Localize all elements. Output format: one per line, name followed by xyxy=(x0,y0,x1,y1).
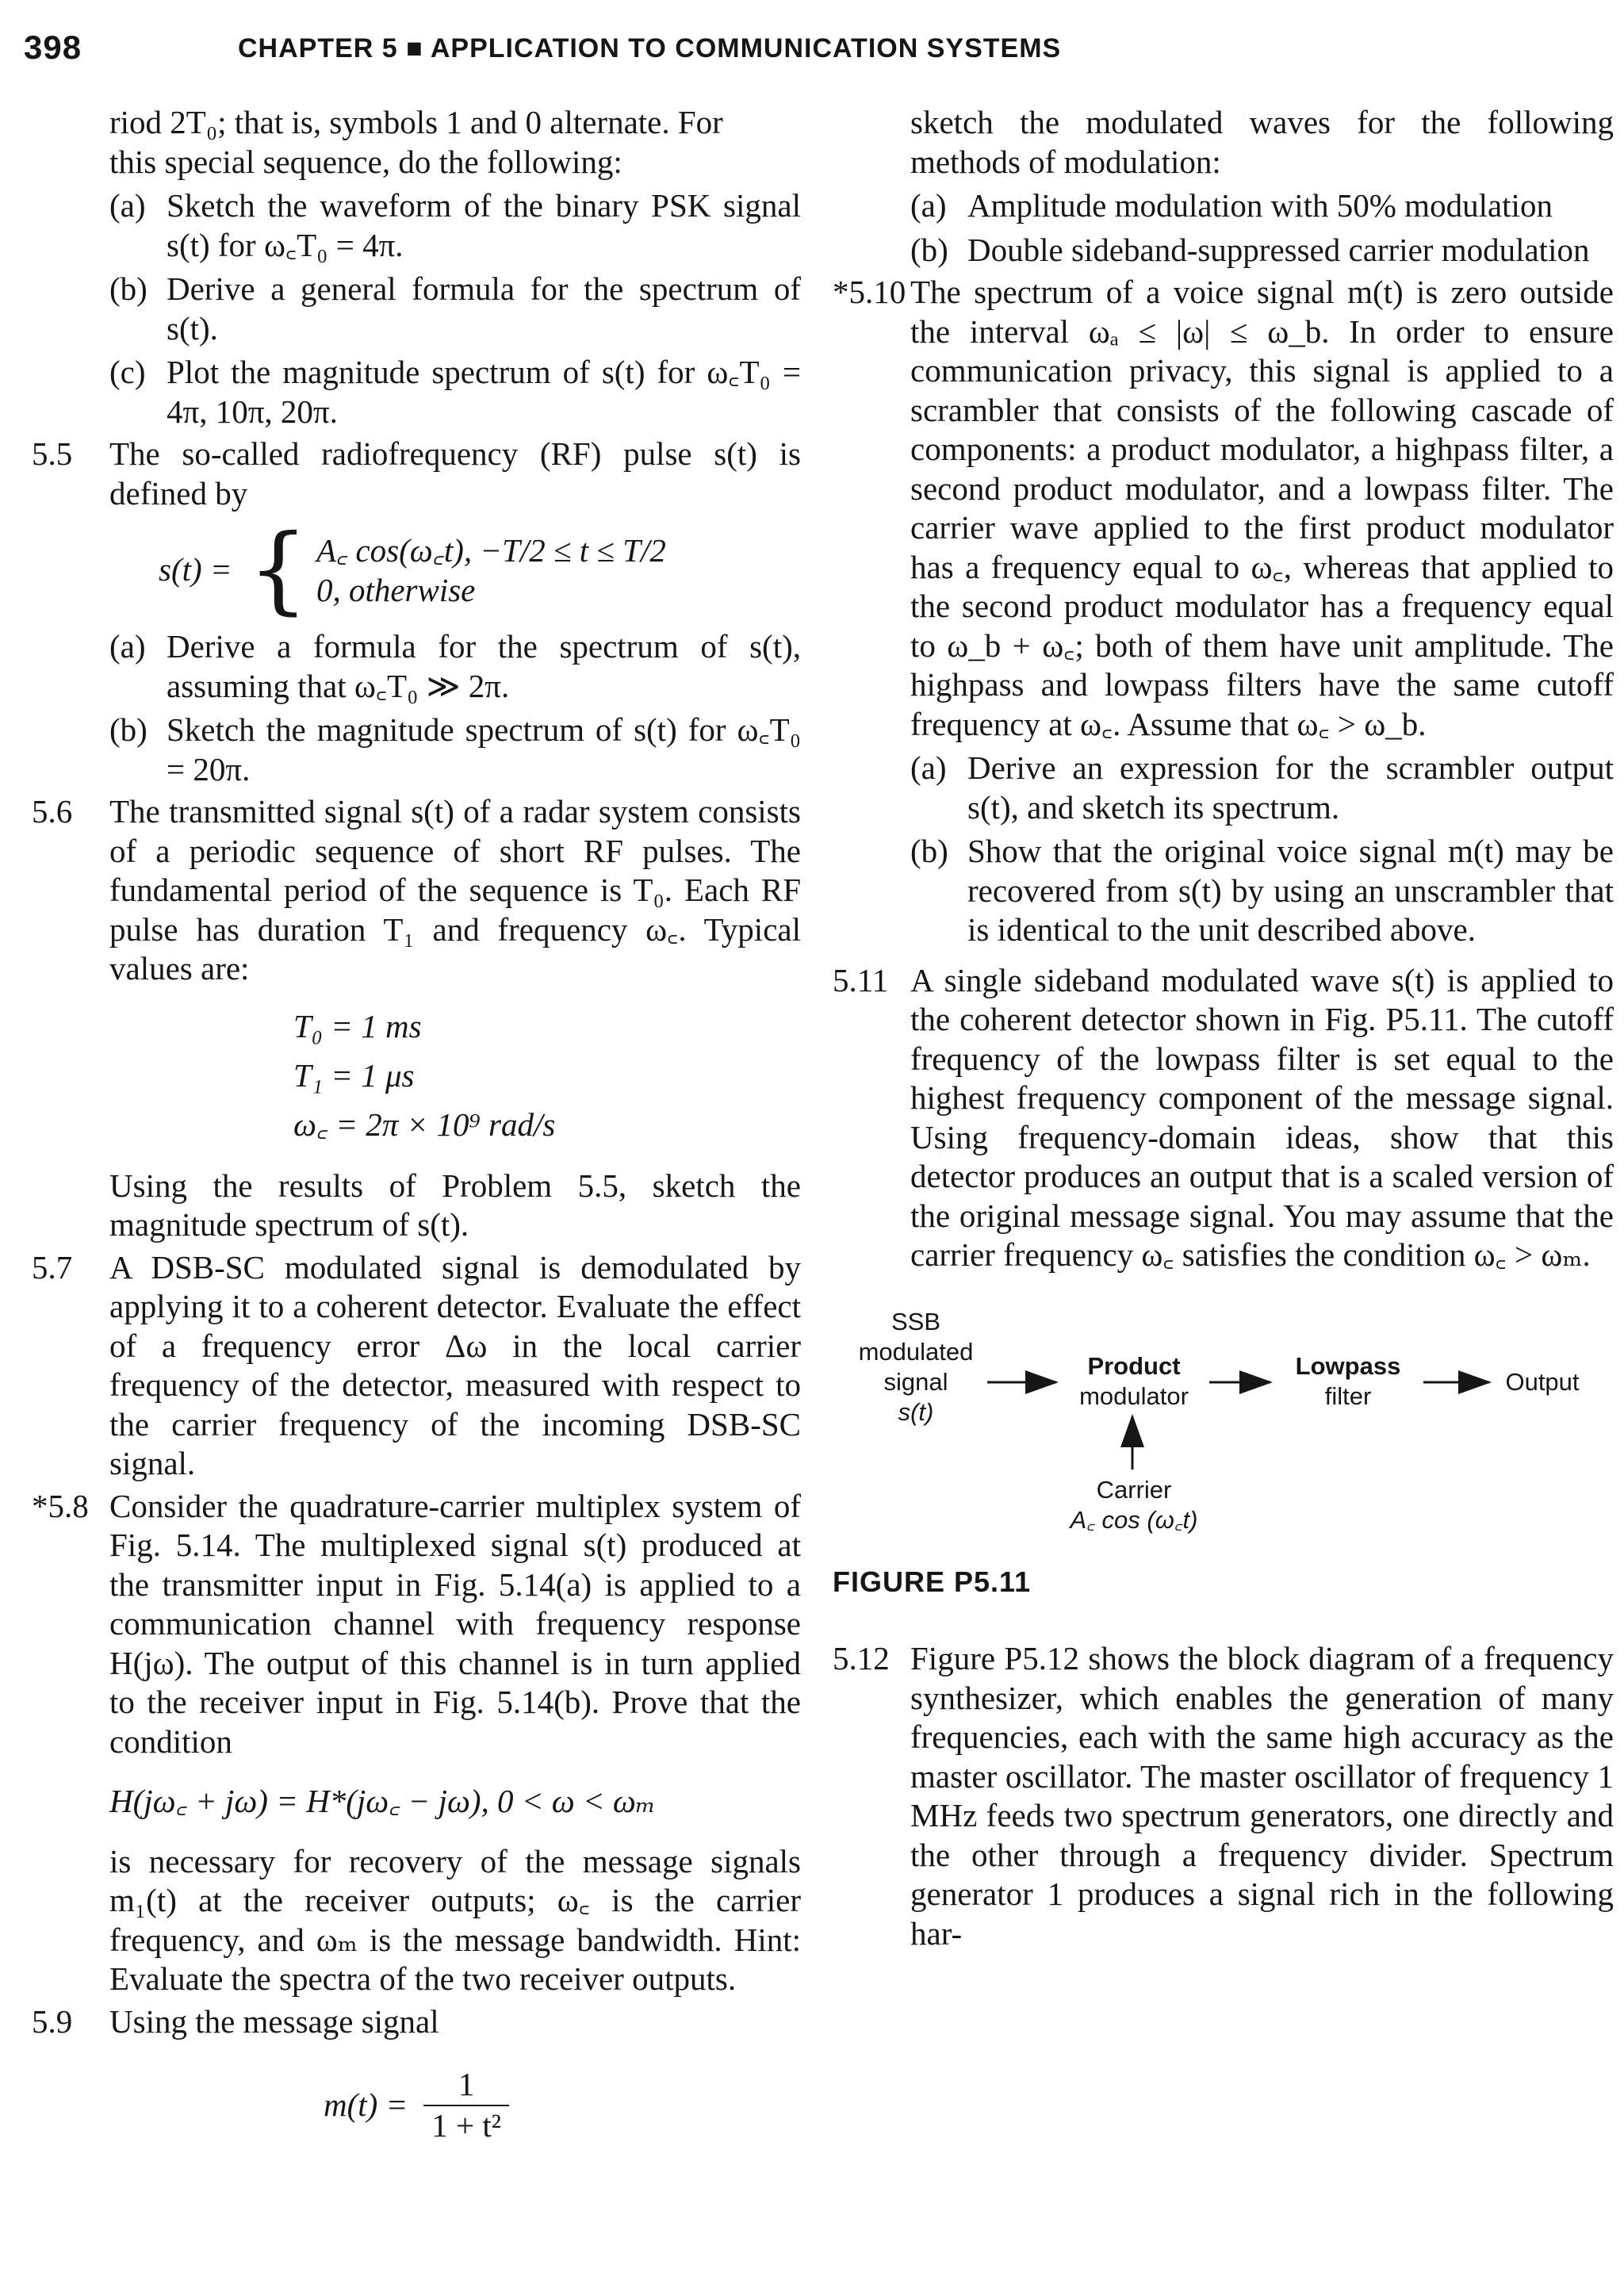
problem-5-9-continuation: sketch the modulated waves for the following methods of modulation: xyxy=(910,104,1614,180)
left-column xyxy=(32,103,801,2145)
problem-5-10-item-a xyxy=(833,749,1614,827)
item-text: Derive an expression for the scrambler output s(t), and sketch its spectrum. xyxy=(967,749,1614,826)
problem-text: The transmitted signal s(t) of a radar system consists of a periodic sequence of short RF pulses. The fundamental period of the sequence is T₀. Each RF pulse has duration T₁ and frequency ω꜀. Typical values are: xyxy=(109,793,801,987)
value-t1: T₁ = 1 μs xyxy=(293,1056,415,1094)
fraction xyxy=(423,2065,509,2145)
problem-5-5-item-a xyxy=(32,627,801,706)
item-text: Plot the magnitude spectrum of s(t) for ω꜀T₀ = 4π, 10π, 20π. xyxy=(167,354,801,430)
problem-number: 5.9 xyxy=(32,2002,73,2040)
problem-5-9-item-b xyxy=(833,231,1614,270)
problem-5-5-item-b xyxy=(32,711,801,789)
item-label: (b) xyxy=(910,833,948,869)
problem-5-9 xyxy=(32,2002,801,2042)
problem-5-6-after: Using the results of Problem 5.5, sketch the magnitude spectrum of s(t). xyxy=(109,1167,801,1243)
problem-number: 5.12 xyxy=(833,1640,890,1676)
problem-5-4-item-a xyxy=(32,186,801,265)
problem-5-9-item-a xyxy=(833,186,1614,226)
equation-case-2: 0, otherwise xyxy=(316,572,476,608)
problem-number: *5.8 xyxy=(32,1487,89,1524)
problem-text: A DSB-SC modulated signal is demodulated by applying it to a coherent detector. Evaluate the effect of a frequency error Δω in the local carrier frequency of the detector, measured with respect to the carrier frequency of the incoming DSB-SC signal. xyxy=(109,1248,801,1481)
item-text: Amplitude modulation with 50% modulation xyxy=(967,187,1553,224)
equation-brace: { xyxy=(247,515,308,625)
lowpass-filter-block: Lowpass filter xyxy=(1295,1351,1401,1410)
problem-number: 5.6 xyxy=(32,793,73,830)
figure-caption: FIGURE P5.11 xyxy=(833,1565,1032,1598)
problem-5-4-item-b xyxy=(32,270,801,348)
item-text: Sketch the waveform of the binary PSK signal s(t) for ω꜀T₀ = 4π. xyxy=(167,187,801,263)
intro-line-1: riod 2T₀; that is, symbols 1 and 0 alternate. For xyxy=(109,104,723,140)
item-label: (c) xyxy=(109,354,146,390)
problem-5-11 xyxy=(833,961,1614,1275)
fraction-denominator: 1 + t² xyxy=(423,2105,509,2146)
problem-text: Figure P5.12 shows the block diagram of a frequency synthesizer, which enables the generation of many frequencies, each with the same high accuracy as the master oscillator. The master oscillator of frequency 1 MHz feeds two spectrum generators, one directly and the other through a frequency divider. Spectrum generator 1 produces a signal rich in the following har- xyxy=(910,1640,1614,1952)
problem-number: 5.5 xyxy=(32,435,73,472)
item-text: Double sideband-suppressed carrier modulation xyxy=(967,231,1590,268)
item-label: (a) xyxy=(109,628,146,665)
problem-5-4-item-c xyxy=(32,353,801,431)
item-label: (b) xyxy=(910,231,948,268)
chapter-title: CHAPTER 5 ■ APPLICATION TO COMMUNICATION SYSTEMS xyxy=(238,33,1062,63)
message-signal-equation xyxy=(32,2065,801,2145)
item-text: Sketch the magnitude spectrum of s(t) for ω꜀T₀ = 20π. xyxy=(167,711,801,787)
equation-case-1: A꜀ cos(ω꜀t), −T/2 ≤ t ≤ T/2 xyxy=(316,532,666,569)
equation-lhs: m(t) = xyxy=(323,2086,408,2123)
item-label: (a) xyxy=(910,749,947,786)
channel-condition-equation: H(jω꜀ + jω) = H*(jω꜀ − jω), 0 < ω < ωₘ xyxy=(109,1783,656,1819)
value-t0: T₀ = 1 ms xyxy=(293,1007,422,1044)
diagram-input-label: SSB modulated signal s(t) xyxy=(858,1307,974,1426)
item-text: Show that the original voice signal m(t) may be recovered from s(t) by using an unscrambler that is identical to the unit described above. xyxy=(967,833,1614,948)
problem-number: 5.7 xyxy=(32,1248,73,1286)
intro-line-2: this special sequence, do the following: xyxy=(109,143,622,180)
rf-pulse-equation xyxy=(159,515,801,625)
equation-cases xyxy=(316,531,666,610)
problem-text: The so-called radiofrequency (RF) pulse s(t) is defined by xyxy=(109,435,801,512)
fraction-numerator: 1 xyxy=(458,2066,475,2102)
problem-5-10 xyxy=(833,273,1614,744)
equation-lhs: s(t) = xyxy=(159,551,232,588)
problem-text: Using the message signal xyxy=(109,2002,439,2040)
item-label: (b) xyxy=(109,711,147,748)
problem-5-10-item-b xyxy=(833,832,1614,950)
item-text: Derive a formula for the spectrum of s(t), assuming that ω꜀T₀ ≫ 2π. xyxy=(167,628,801,704)
figure-p5-11-diagram xyxy=(833,1291,1614,1553)
problem-number: *5.10 xyxy=(833,274,906,310)
item-label: (a) xyxy=(910,187,947,224)
problem-5-8 xyxy=(32,1487,801,1762)
value-wc: ω꜀ = 2π × 10⁹ rad/s xyxy=(293,1105,556,1143)
right-column xyxy=(833,103,1614,1953)
problem-5-6 xyxy=(32,792,801,989)
problem-5-7 xyxy=(32,1248,801,1484)
problem-text: A single sideband modulated wave s(t) is applied to the coherent detector shown in Fig. P5.11. The cutoff frequency of the lowpass filter is set equal to the highest frequency component of the message signal. Using frequency-domain ideas, show that this detector produces an output that is a scaled version of the original message signal. You may assume that the carrier frequency ω꜀ satisfies the condition ω꜀ > ωₘ. xyxy=(910,961,1614,1273)
problem-number: 5.11 xyxy=(833,961,889,998)
problem-5-12 xyxy=(833,1639,1614,1953)
page-header xyxy=(0,0,1624,95)
item-label: (b) xyxy=(109,270,147,307)
typical-values xyxy=(293,1002,801,1149)
problem-5-5 xyxy=(32,435,801,513)
problem-text: Consider the quadrature-carrier multiplex system of Fig. 5.14. The multiplexed signal s(t) produced at the transmitter input in Fig. 5.14(a) is applied to a communication channel with frequency response H(jω). The output of this channel is in turn applied to the receiver input in Fig. 5.14(b). Prove that the condition xyxy=(109,1487,801,1760)
item-label: (a) xyxy=(109,187,146,224)
product-modulator-block: Product modulator xyxy=(1079,1351,1189,1410)
carrier-label: Carrier A꜀ cos (ω꜀t) xyxy=(1070,1475,1198,1534)
page-number: 398 xyxy=(24,29,82,66)
item-text: Derive a general formula for the spectrum of s(t). xyxy=(167,270,801,347)
diagram-output-label: Output xyxy=(1505,1367,1580,1396)
problem-5-4-continuation xyxy=(32,103,801,182)
problem-5-8-after: is necessary for recovery of the message signals m₁(t) at the receiver outputs; ω꜀ is the carrier frequency, and ωₘ is the message bandwidth. Hint: Evaluate the spectra of the two receiver outputs. xyxy=(109,1842,801,1997)
problem-text: The spectrum of a voice signal m(t) is zero outside the interval ωₐ ≤ |ω| ≤ ω_b. In order to ensure communication privacy, this signal is applied to a scrambler that consists of the following cascade of components: a product modulator, a highpass filter, a second product modulator, and a lowpass filter. The carrier wave applied to the first product modulator has a frequency equal to ω꜀, whereas that applied to the second product modulator has a frequency equal to ω_b + ω꜀; both of them have unit amplitude. The highpass and lowpass filters have the same cutoff frequency at ω꜀. Assume that ω꜀ > ω_b. xyxy=(910,274,1614,742)
